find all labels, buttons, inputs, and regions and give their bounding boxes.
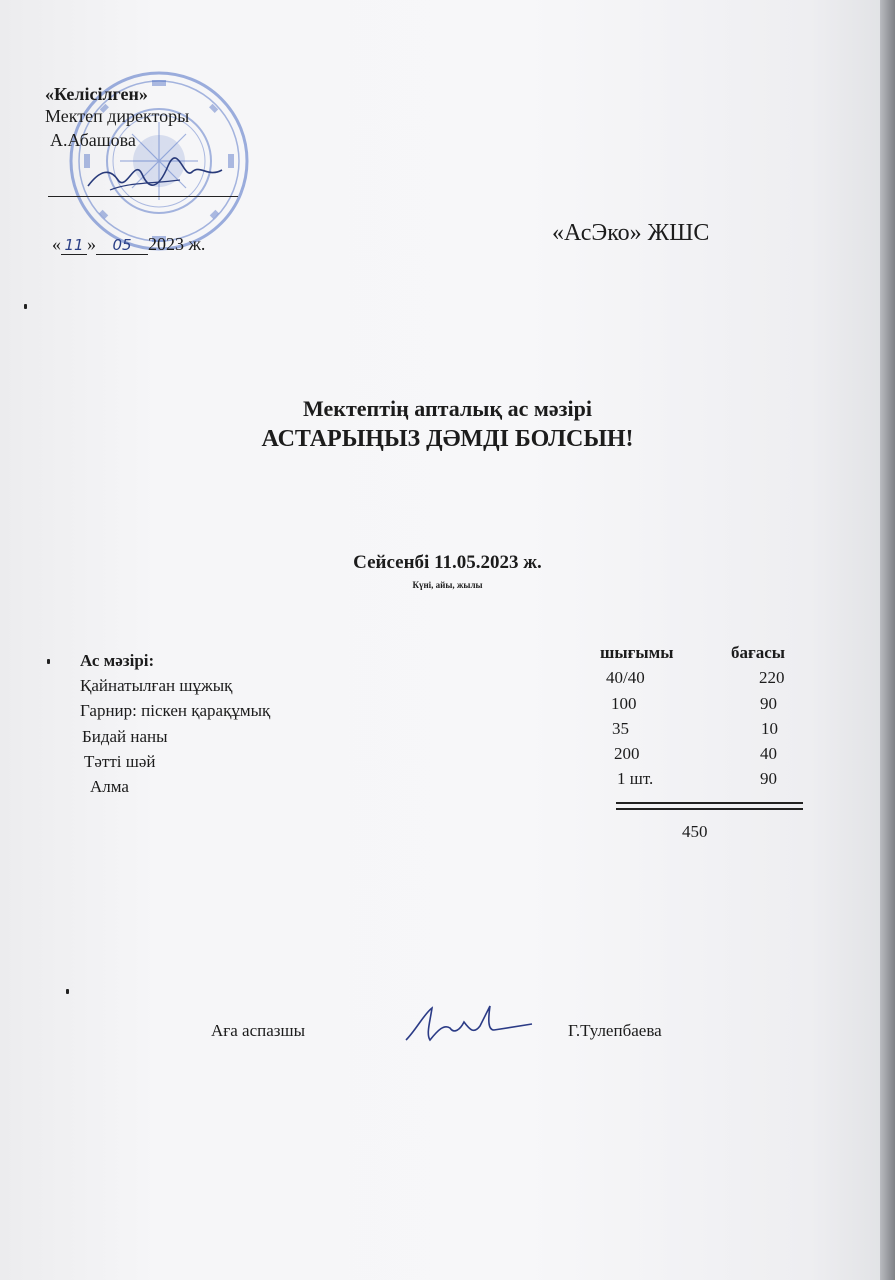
menu-total: 450: [682, 822, 708, 841]
column-header-yield: шығымы: [600, 643, 674, 662]
chef-name: Г.Тулепбаева: [568, 1021, 662, 1040]
menu-item-yield: 40/40: [606, 668, 645, 687]
day-caption: Күні, айы, жылы: [412, 580, 483, 590]
menu-item-price: 90: [760, 694, 777, 713]
director-signature-icon: [80, 150, 230, 200]
date-year: 2023 ж.: [148, 234, 206, 254]
menu-title: Мектептің апталық ас мәзірі: [303, 396, 592, 421]
menu-item-price: 10: [761, 719, 778, 738]
approval-name: А.Абашова: [50, 130, 136, 150]
chef-role: Аға аспазшы: [211, 1021, 306, 1040]
date-close-quote: »: [87, 234, 96, 254]
date-open-quote: «: [52, 234, 61, 254]
menu-wish: АСТАРЫҢЫЗ ДӘМДІ БОЛСЫН!: [261, 426, 634, 452]
menu-item-yield: 35: [612, 719, 629, 738]
menu-item-price: 90: [760, 769, 777, 788]
menu-item-name: Тәтті шәй: [84, 752, 156, 771]
margin-mark: [24, 304, 27, 309]
menu-item-name: Бидай наны: [82, 727, 168, 746]
chef-signature-icon: [400, 1000, 535, 1048]
margin-mark: [47, 659, 50, 664]
approval-date: [52, 234, 205, 255]
day-date: Сейсенбі 11.05.2023 ж.: [353, 552, 542, 573]
menu-label: Ас мәзірі:: [80, 651, 155, 670]
menu-item-name: Алма: [90, 777, 129, 796]
approval-title: «Келісілген»: [45, 84, 148, 104]
signature-line: [48, 196, 238, 197]
menu-item-price: 40: [760, 744, 777, 763]
margin-mark: [66, 989, 69, 994]
column-header-price: бағасы: [731, 643, 786, 662]
menu-item-yield: 200: [614, 744, 640, 763]
date-month: 05: [96, 236, 148, 255]
date-day: 11: [61, 236, 87, 255]
page-edge-shadow: [880, 0, 895, 1280]
menu-item-name: Гарнир: піскен қарақұмық: [80, 701, 271, 720]
company-name: «АсЭко» ЖШС: [552, 220, 710, 246]
menu-item-price: 220: [759, 668, 785, 687]
menu-item-yield: 100: [611, 694, 637, 713]
menu-item-yield: 1 шт.: [617, 769, 654, 788]
menu-item-name: Қайнатылған шұжық: [80, 676, 233, 695]
total-double-line: [616, 802, 803, 810]
approval-role: Мектеп директоры: [45, 106, 190, 126]
